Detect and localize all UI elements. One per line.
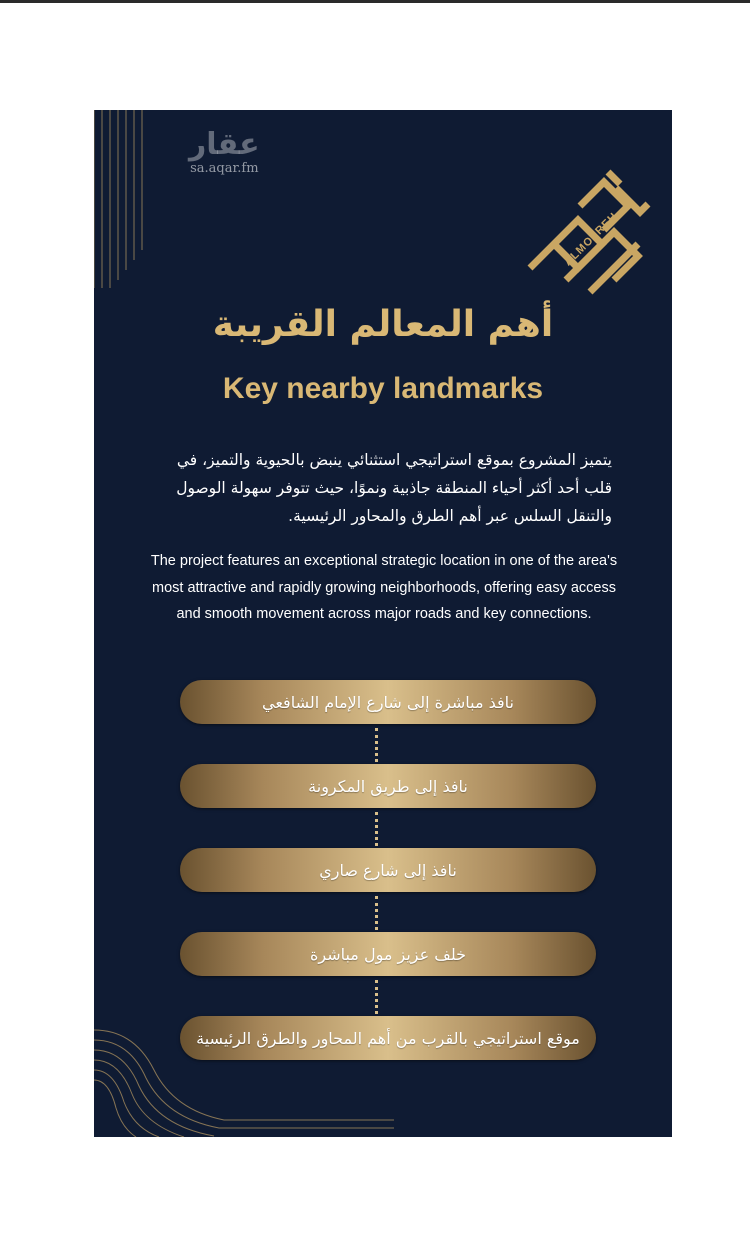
watermark-url: sa.aqar.fm bbox=[190, 161, 259, 176]
connector-dots bbox=[375, 728, 378, 762]
landmark-item bbox=[180, 848, 596, 892]
landmark-label: نافذ إلى شارع صاري bbox=[319, 860, 457, 880]
landmark-item bbox=[180, 764, 596, 808]
logo-text: ALMOFREH bbox=[562, 210, 621, 269]
landmark-label: موقع استراتيجي بالقرب من أهم المحاور والطرق الرئيسية bbox=[196, 1028, 580, 1048]
landmark-label: نافذ مباشرة إلى شارع الإمام الشافعي bbox=[262, 692, 514, 712]
watermark-arabic: عقار bbox=[189, 127, 260, 162]
description-english: The project features an exceptional strategic location in one of the area's most attractive and rapidly growing neighborhoods, offering easy access and smooth movement across major roads and key connections. bbox=[150, 553, 618, 622]
landmark-label: نافذ إلى طريق المكرونة bbox=[308, 776, 468, 796]
landmark-item bbox=[180, 680, 596, 724]
almofreh-logo-icon bbox=[520, 156, 658, 306]
landmark-label: خلف عزيز مول مباشرة bbox=[309, 944, 466, 964]
title-english: Key nearby landmarks bbox=[222, 372, 544, 405]
decorative-waves-bottom-left bbox=[94, 990, 394, 1137]
connector-dots bbox=[375, 896, 378, 930]
description-arabic: يتميز المشروع بموقع استراتيجي استثنائي ينبض بالحيوية والتميز، في قلب أحد أكثر أحياء المنطقة جاذبية ونموًا، حيث تتوفر سهولة الوصول والتنقل السلس عبر أهم الطرق والمحاور الرئيسية. bbox=[176, 451, 612, 525]
decorative-lines-top-left bbox=[94, 110, 154, 290]
title-arabic: أهم المعالم القريبة bbox=[212, 304, 554, 345]
landmarks-card bbox=[94, 110, 672, 1137]
watermark bbox=[189, 127, 260, 176]
top-bar bbox=[0, 0, 750, 3]
connector-dots bbox=[375, 812, 378, 846]
landmark-item bbox=[180, 932, 596, 976]
